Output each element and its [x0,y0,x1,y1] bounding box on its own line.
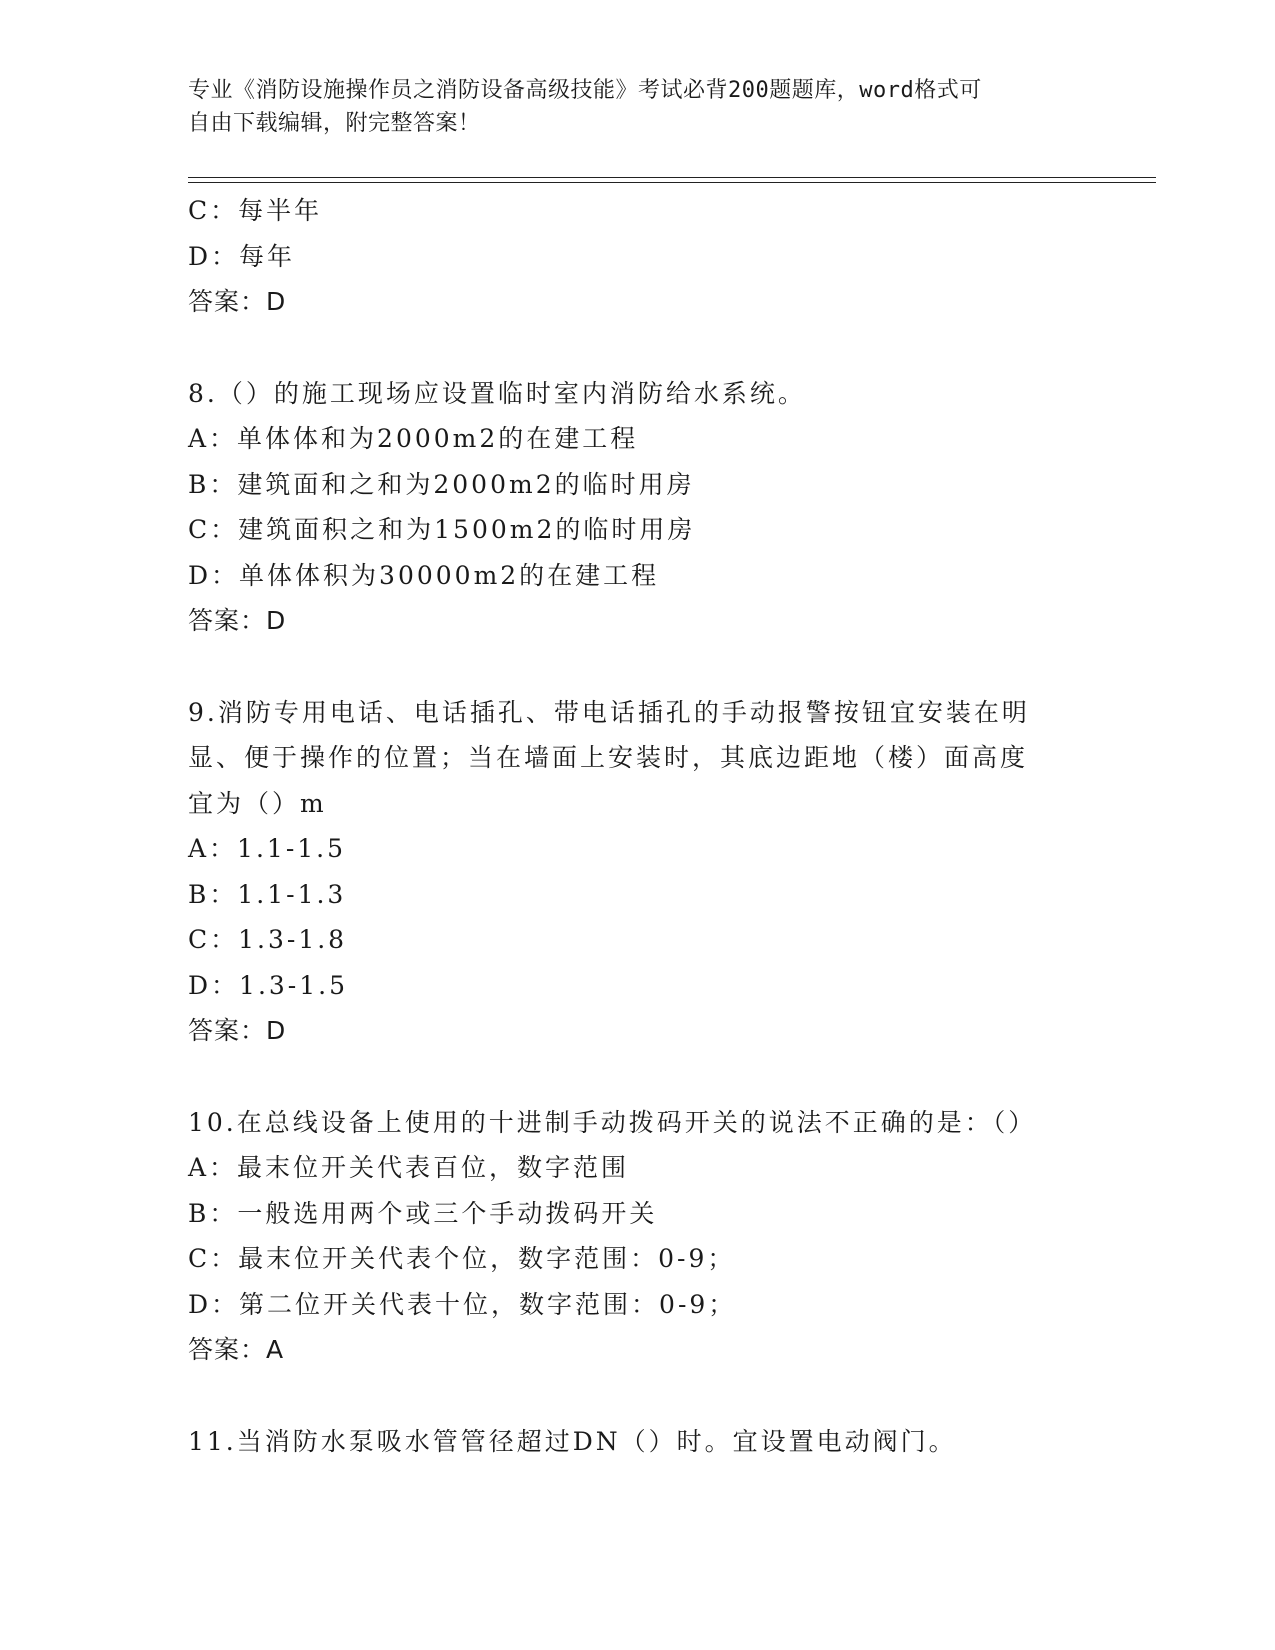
option-c: C：1.3-1.8 [188,925,348,954]
question-7-tail [188,188,1088,325]
question-stem: 10.在总线设备上使用的十进制手动拨码开关的说法不正确的是：（） [188,1107,1037,1137]
option-d: D：1.3-1.5 [188,970,349,1000]
question-stem-line-3: 宜为（）m [188,788,327,818]
answer: 答案：D [188,287,287,316]
answer: 答案：D [188,606,287,635]
header-divider-top [188,177,1156,178]
option-a: A：最末位开关代表百位，数字范围 [188,1153,630,1182]
option-b: B：1.1-1.3 [188,879,347,909]
question-list [188,188,1088,1464]
question-stem-line-1: 9.消防专用电话、电话插孔、带电话插孔的手动报警按钮宜安装在明 [188,697,1030,727]
option-a: A：单体体和为2000m2的在建工程 [188,424,639,453]
option-d: D：单体体积为30000m2的在建工程 [188,560,660,590]
question-stem-line-2: 显、便于操作的位置；当在墙面上安装时，其底边距地（楼）面高度 [188,743,1029,772]
option-b: B：一般选用两个或三个手动拨码开关 [188,1198,658,1228]
option-d: D：第二位开关代表十位，数字范围：0-9； [188,1289,737,1319]
option-c: C：最末位开关代表个位，数字范围：0-9； [188,1244,736,1273]
header-divider-bottom [188,182,1156,183]
question-11 [188,1419,1088,1465]
answer: 答案：D [188,1016,287,1045]
option-c: C：每半年 [188,196,323,225]
question-10 [188,1100,1088,1373]
option-a: A：1.1-1.5 [188,834,347,863]
question-8 [188,371,1088,644]
option-c: C：建筑面积之和为1500m2的临时用房 [188,515,696,544]
option-d: D：每年 [188,241,296,271]
question-stem: 11.当消防水泵吸水管管径超过DN（）时。宜设置电动阀门。 [188,1426,957,1456]
document-header [188,74,1068,140]
header-title-line-2: 自由下载编辑，附完整答案！ [188,111,481,136]
question-stem: 8.（）的施工现场应设置临时室内消防给水系统。 [188,378,806,408]
answer: 答案：A [188,1335,285,1364]
header-title-line-1: 专业《消防设施操作员之消防设备高级技能》考试必背200题题库，word格式可 [188,78,982,103]
question-9 [188,690,1088,1054]
option-b: B：建筑面和之和为2000m2的临时用房 [188,469,695,499]
